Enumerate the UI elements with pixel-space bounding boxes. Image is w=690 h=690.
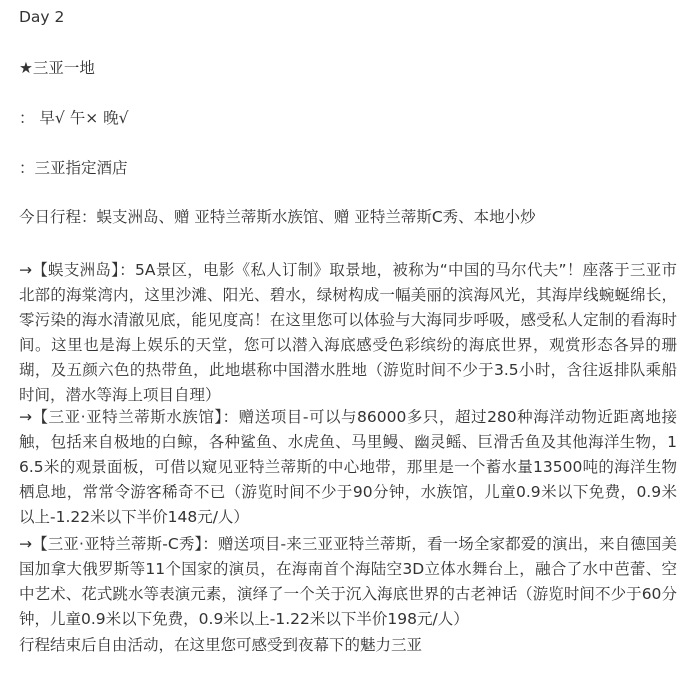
closing-line: 行程结束后自由活动，在这里您可感受到夜幕下的魅力三亚 <box>19 636 423 654</box>
day-heading: Day 2 <box>19 8 65 26</box>
hotel-line: ：三亚指定酒店 <box>19 159 128 177</box>
section-aquarium: →【三亚·亚特兰蒂斯水族馆】：赠送项目-可以与86000多只，超过280种海洋动物近距离地接触，包括来自极地的白鲸，各种鲨鱼、水虎鱼、马里鳗、幽灵鳐、巨滑舌鱼及其他海洋生物，16.5米的观景面板，可借以窥见亚特兰蒂斯的中心地带，那里是一个蓄水量13500吨的海洋生物栖息地，常常令游客稀奇不已（游览时间不少于90分钟，水族馆，儿童0.9米以下免费，0.9米以上-1.22米以下半价148元/人） <box>19 408 677 526</box>
section-c-show: →【三亚·亚特兰蒂斯-C秀】：赠送项目-来三亚亚特兰蒂斯，看一场全家都爱的演出，来自德国美国加拿大俄罗斯等11个国家的演员，在海南首个海陆空3D立体水舞台上，融合了水中芭蕾、空中艺术、花式跳水等表演元素，演绎了一个关于沉入海底世界的古老神话（游览时间不少于60分钟，儿童0.9米以下免费，0.9米以上-1.22米以下半价198元/人） <box>19 535 677 628</box>
itinerary-summary: 今日行程：蜈支洲岛、赠 亚特兰蒂斯水族馆、赠 亚特兰蒂斯C秀、本地小炒 <box>19 208 536 226</box>
section-wuzhizhou: →【蜈支洲岛】：5A景区，电影《私人订制》取景地，被称为“中国的马尔代夫”！座落于三亚市北部的海棠湾内，这里沙滩、阳光、碧水，绿树构成一幅美丽的滨海风光，其海岸线蜿蜒绵长，零污染的海水清澈见底，能见度高！在这里您可以体验与大海同步呼吸，感受私人定制的看海时间。这里也是海上娱乐的天堂，您可以潜入海底感受色彩缤纷的海底世界，观赏形态各异的珊瑚，及五颜六色的热带鱼，此地堪称中国潜水胜地（游览时间不少于3.5小时，含往返排队乘船时间，潜水等海上项目自理） <box>19 261 677 404</box>
location-line: ★三亚一地 <box>19 59 95 77</box>
meals-line: ： 早√ 午× 晚√ <box>19 109 129 127</box>
